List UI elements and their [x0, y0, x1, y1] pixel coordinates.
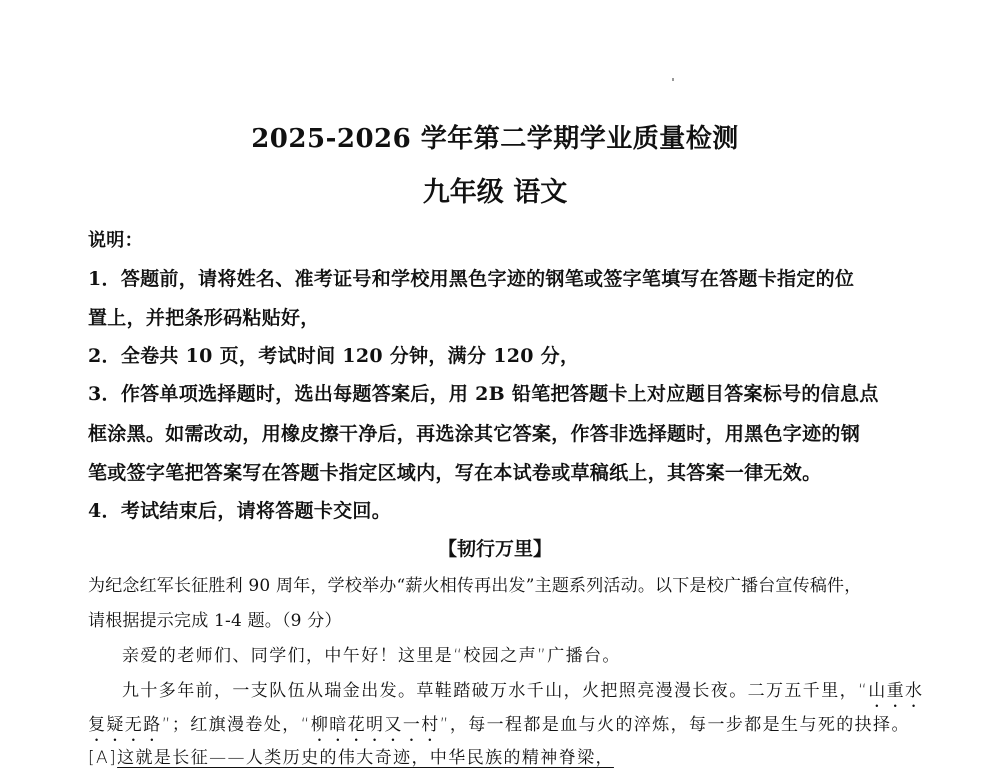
instructions-label: 说明： [88, 230, 143, 251]
underlined-sentence: 这就是长征——人类历史的伟大奇迹，中华民族的精神脊梁， [117, 748, 614, 768]
exam-subtitle: 九年级 语文 [422, 177, 568, 208]
instruction-line: 1．答题前，请将姓名、准考证号和学校用黑色字迹的钢笔或签字笔填写在答题卡指定的位 [88, 268, 855, 290]
scan-speck [672, 78, 674, 81]
passage-text: 九十多年前，一支队伍从瑞金出发。草鞋踏破万水千山，火把照亮漫漫长夜。二万五千里，“ [122, 681, 869, 701]
instruction-line: 置上，并把条形码粘贴好， [88, 307, 320, 329]
passage-text: ”，每一程都是血与火的淬炼，每一步都是生与死的抉择。 [439, 715, 910, 735]
intro-line: 请根据提示完成 1-4 题。（9 分） [88, 611, 342, 631]
exam-title: 2025-2026 学年第二学期学业质量检测 [251, 124, 739, 154]
passage-paragraph [122, 676, 923, 711]
emphasized-phrase: 柳暗花明又一村 [310, 715, 440, 735]
emphasized-phrase: 复疑无路 [88, 715, 162, 735]
instruction-line: 框涂黑。如需改动，用橡皮擦干净后，再选涂其它答案，作答非选择题时，用黑色字迹的钢 [88, 423, 861, 445]
passage-paragraph [88, 743, 614, 768]
intro-line: 为纪念红军长征胜利 90 周年，学校举办“薪火相传再出发”主题系列活动。以下是校广播台宣传稿件， [88, 576, 862, 596]
instruction-line: 4．考试结束后，请将答题卡交回。 [88, 500, 392, 522]
instruction-line: 3．作答单项选择题时，选出每题答案后，用 2B 铅笔把答题卡上对应题目答案标号的信息点 [88, 383, 879, 405]
passage-paragraph [88, 710, 910, 745]
passage-paragraph: 亲爱的老师们、同学们，中午好！这里是“校园之声”广播台。 [122, 646, 621, 666]
instruction-line: 2．全卷共 10 页，考试时间 120 分钟，满分 120 分， [88, 345, 580, 367]
emphasized-phrase: 山重水 [868, 681, 924, 701]
marker-a: [A] [88, 748, 118, 768]
section-heading: 【韧行万里】 [437, 538, 552, 560]
instruction-line: 笔或签字笔把答案写在答题卡指定区域内，写在本试卷或草稿纸上，其答案一律无效。 [88, 462, 822, 484]
passage-text: ”；红旗漫卷处，“ [161, 715, 311, 735]
